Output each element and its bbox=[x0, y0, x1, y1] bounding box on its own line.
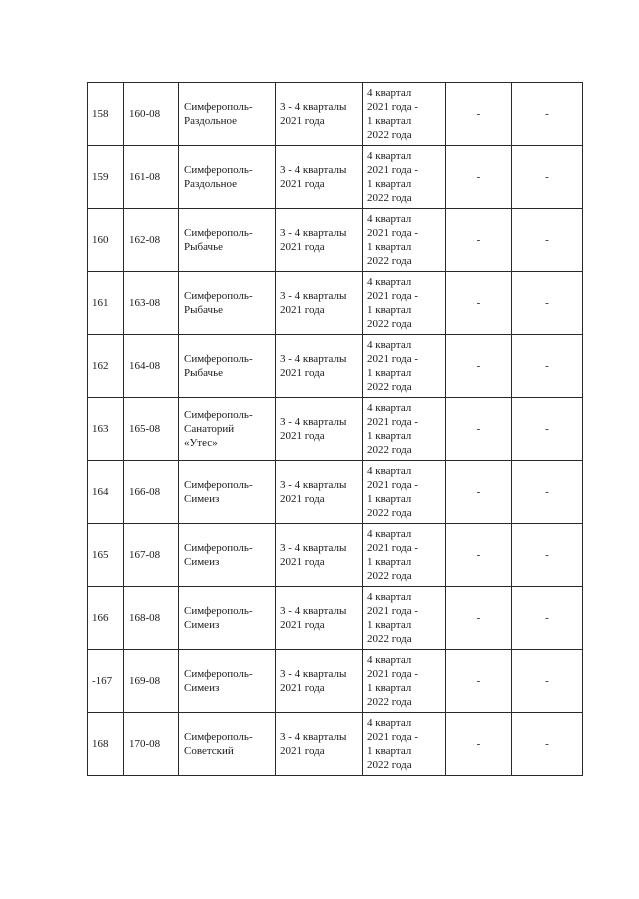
column-6-cell bbox=[446, 398, 512, 461]
table-row bbox=[88, 398, 583, 461]
route-code-cell bbox=[124, 146, 179, 209]
table-row bbox=[88, 335, 583, 398]
dates-cell bbox=[363, 650, 446, 713]
row-number-cell bbox=[88, 398, 124, 461]
route-code-cell-text: 164-08 bbox=[129, 360, 161, 372]
column-6-cell-text: - bbox=[476, 612, 481, 624]
column-6-cell-text: - bbox=[476, 108, 481, 120]
period-cell-text: 3 - 4 кварталы 2021 года bbox=[280, 290, 347, 316]
dates-cell-text: 4 квартал 2021 года - 1 квартал 2022 года bbox=[367, 213, 419, 267]
column-7-cell bbox=[512, 209, 583, 272]
column-7-cell bbox=[512, 398, 583, 461]
route-code-cell bbox=[124, 398, 179, 461]
row-number-cell-text: 158 bbox=[92, 108, 109, 120]
route-code-cell-text: 162-08 bbox=[129, 234, 161, 246]
dates-cell bbox=[363, 146, 446, 209]
column-7-cell-text: - bbox=[545, 612, 549, 624]
route-name-cell-text: Симферополь- Симеиз bbox=[184, 668, 253, 694]
dates-cell bbox=[363, 83, 446, 146]
route-code-cell-text: 167-08 bbox=[129, 549, 161, 561]
dates-cell bbox=[363, 335, 446, 398]
period-cell bbox=[276, 650, 363, 713]
period-cell-text: 3 - 4 кварталы 2021 года bbox=[280, 416, 347, 442]
row-number-cell bbox=[88, 713, 124, 776]
period-cell bbox=[276, 461, 363, 524]
period-cell bbox=[276, 83, 363, 146]
column-6-cell bbox=[446, 650, 512, 713]
row-number-cell bbox=[88, 146, 124, 209]
routes-table-body bbox=[88, 83, 583, 776]
column-7-cell-text: - bbox=[545, 108, 549, 120]
period-cell-text: 3 - 4 кварталы 2021 года bbox=[280, 101, 347, 127]
dates-cell bbox=[363, 587, 446, 650]
route-code-cell-text: 170-08 bbox=[129, 738, 161, 750]
route-name-cell bbox=[179, 650, 276, 713]
row-number-cell-text: 162 bbox=[92, 360, 109, 372]
table-row bbox=[88, 461, 583, 524]
row-number-cell-text: -167 bbox=[92, 675, 113, 687]
dates-cell bbox=[363, 524, 446, 587]
route-name-cell bbox=[179, 272, 276, 335]
table-row bbox=[88, 524, 583, 587]
column-6-cell bbox=[446, 209, 512, 272]
column-7-cell bbox=[512, 650, 583, 713]
row-number-cell-text: 166 bbox=[92, 612, 109, 624]
column-7-cell-text: - bbox=[545, 549, 549, 561]
row-number-cell bbox=[88, 272, 124, 335]
dates-cell-text: 4 квартал 2021 года - 1 квартал 2022 года bbox=[367, 150, 419, 204]
period-cell-text: 3 - 4 кварталы 2021 года bbox=[280, 731, 347, 757]
dates-cell-text: 4 квартал 2021 года - 1 квартал 2022 года bbox=[367, 717, 419, 771]
row-number-cell-text: 163 bbox=[92, 423, 109, 435]
column-7-cell bbox=[512, 713, 583, 776]
table-row bbox=[88, 713, 583, 776]
period-cell-text: 3 - 4 кварталы 2021 года bbox=[280, 227, 347, 253]
row-number-cell-text: 161 bbox=[92, 297, 109, 309]
dates-cell-text: 4 квартал 2021 года - 1 квартал 2022 года bbox=[367, 528, 419, 582]
route-code-cell bbox=[124, 83, 179, 146]
column-6-cell-text: - bbox=[476, 234, 481, 246]
route-name-cell-text: Симферополь- Рыбачье bbox=[184, 227, 253, 253]
dates-cell-text: 4 квартал 2021 года - 1 квартал 2022 года bbox=[367, 654, 419, 708]
table-row bbox=[88, 146, 583, 209]
route-code-cell-text: 165-08 bbox=[129, 423, 161, 435]
period-cell bbox=[276, 587, 363, 650]
route-code-cell bbox=[124, 524, 179, 587]
column-7-cell-text: - bbox=[545, 486, 549, 498]
dates-cell bbox=[363, 398, 446, 461]
column-6-cell-text: - bbox=[476, 675, 481, 687]
period-cell bbox=[276, 209, 363, 272]
route-code-cell bbox=[124, 209, 179, 272]
period-cell bbox=[276, 335, 363, 398]
period-cell-text: 3 - 4 кварталы 2021 года bbox=[280, 605, 347, 631]
table-row bbox=[88, 650, 583, 713]
column-6-cell-text: - bbox=[476, 549, 481, 561]
row-number-cell-text: 160 bbox=[92, 234, 109, 246]
route-name-cell-text: Симферополь- Санаторий «Утес» bbox=[184, 409, 253, 449]
dates-cell bbox=[363, 713, 446, 776]
column-6-cell-text: - bbox=[476, 171, 481, 183]
dates-cell-text: 4 квартал 2021 года - 1 квартал 2022 года bbox=[367, 276, 419, 330]
routes-table bbox=[87, 82, 583, 776]
route-code-cell-text: 161-08 bbox=[129, 171, 161, 183]
column-6-cell-text: - bbox=[476, 360, 481, 372]
column-7-cell bbox=[512, 461, 583, 524]
route-name-cell-text: Симферополь- Симеиз bbox=[184, 479, 253, 505]
column-6-cell bbox=[446, 146, 512, 209]
column-7-cell-text: - bbox=[545, 738, 549, 750]
column-7-cell-text: - bbox=[545, 234, 549, 246]
table-row bbox=[88, 587, 583, 650]
period-cell bbox=[276, 713, 363, 776]
column-7-cell-text: - bbox=[545, 297, 549, 309]
column-6-cell bbox=[446, 713, 512, 776]
column-7-cell-text: - bbox=[545, 423, 549, 435]
column-6-cell-text: - bbox=[476, 297, 481, 309]
column-7-cell-text: - bbox=[545, 360, 549, 372]
row-number-cell bbox=[88, 83, 124, 146]
column-7-cell bbox=[512, 272, 583, 335]
period-cell-text: 3 - 4 кварталы 2021 года bbox=[280, 479, 347, 505]
row-number-cell-text: 165 bbox=[92, 549, 109, 561]
route-name-cell bbox=[179, 461, 276, 524]
period-cell bbox=[276, 524, 363, 587]
route-name-cell bbox=[179, 209, 276, 272]
route-name-cell-text: Симферополь- Раздольное bbox=[184, 101, 253, 127]
row-number-cell bbox=[88, 209, 124, 272]
column-6-cell bbox=[446, 272, 512, 335]
period-cell bbox=[276, 398, 363, 461]
period-cell-text: 3 - 4 кварталы 2021 года bbox=[280, 353, 347, 379]
column-6-cell bbox=[446, 335, 512, 398]
route-code-cell-text: 163-08 bbox=[129, 297, 161, 309]
column-7-cell bbox=[512, 335, 583, 398]
row-number-cell-text: 159 bbox=[92, 171, 109, 183]
period-cell-text: 3 - 4 кварталы 2021 года bbox=[280, 542, 347, 568]
row-number-cell bbox=[88, 650, 124, 713]
route-code-cell bbox=[124, 272, 179, 335]
column-7-cell-text: - bbox=[545, 675, 549, 687]
route-code-cell bbox=[124, 650, 179, 713]
period-cell-text: 3 - 4 кварталы 2021 года bbox=[280, 668, 347, 694]
dates-cell-text: 4 квартал 2021 года - 1 квартал 2022 года bbox=[367, 339, 419, 393]
route-code-cell-text: 160-08 bbox=[129, 108, 161, 120]
route-code-cell-text: 169-08 bbox=[129, 675, 161, 687]
route-name-cell bbox=[179, 83, 276, 146]
route-code-cell bbox=[124, 587, 179, 650]
route-name-cell bbox=[179, 524, 276, 587]
row-number-cell bbox=[88, 335, 124, 398]
dates-cell bbox=[363, 272, 446, 335]
row-number-cell-text: 168 bbox=[92, 738, 109, 750]
period-cell-text: 3 - 4 кварталы 2021 года bbox=[280, 164, 347, 190]
route-code-cell bbox=[124, 461, 179, 524]
route-name-cell-text: Симферополь- Раздольное bbox=[184, 164, 253, 190]
column-6-cell bbox=[446, 587, 512, 650]
column-6-cell-text: - bbox=[476, 738, 481, 750]
route-code-cell-text: 166-08 bbox=[129, 486, 161, 498]
period-cell bbox=[276, 272, 363, 335]
route-name-cell bbox=[179, 587, 276, 650]
route-name-cell bbox=[179, 335, 276, 398]
table-row bbox=[88, 272, 583, 335]
table-row bbox=[88, 209, 583, 272]
row-number-cell bbox=[88, 524, 124, 587]
column-7-cell bbox=[512, 146, 583, 209]
row-number-cell bbox=[88, 587, 124, 650]
table-row bbox=[88, 83, 583, 146]
column-6-cell-text: - bbox=[476, 486, 481, 498]
column-6-cell bbox=[446, 83, 512, 146]
row-number-cell bbox=[88, 461, 124, 524]
column-6-cell bbox=[446, 524, 512, 587]
column-6-cell-text: - bbox=[476, 423, 481, 435]
route-name-cell-text: Симферополь- Рыбачье bbox=[184, 290, 253, 316]
period-cell bbox=[276, 146, 363, 209]
dates-cell-text: 4 квартал 2021 года - 1 квартал 2022 года bbox=[367, 402, 419, 456]
column-7-cell bbox=[512, 587, 583, 650]
column-6-cell bbox=[446, 461, 512, 524]
route-code-cell bbox=[124, 335, 179, 398]
route-name-cell-text: Симферополь- Симеиз bbox=[184, 605, 253, 631]
route-name-cell bbox=[179, 713, 276, 776]
route-name-cell-text: Симферополь- Рыбачье bbox=[184, 353, 253, 379]
dates-cell-text: 4 квартал 2021 года - 1 квартал 2022 года bbox=[367, 465, 419, 519]
route-name-cell-text: Симферополь- Советский bbox=[184, 731, 253, 757]
route-name-cell bbox=[179, 398, 276, 461]
dates-cell bbox=[363, 209, 446, 272]
route-name-cell bbox=[179, 146, 276, 209]
dates-cell-text: 4 квартал 2021 года - 1 квартал 2022 года bbox=[367, 591, 419, 645]
route-code-cell bbox=[124, 713, 179, 776]
dates-cell bbox=[363, 461, 446, 524]
column-7-cell bbox=[512, 524, 583, 587]
column-7-cell bbox=[512, 83, 583, 146]
dates-cell-text: 4 квартал 2021 года - 1 квартал 2022 года bbox=[367, 87, 419, 141]
route-name-cell-text: Симферополь- Симеиз bbox=[184, 542, 253, 568]
column-7-cell-text: - bbox=[545, 171, 549, 183]
row-number-cell-text: 164 bbox=[92, 486, 109, 498]
route-code-cell-text: 168-08 bbox=[129, 612, 161, 624]
